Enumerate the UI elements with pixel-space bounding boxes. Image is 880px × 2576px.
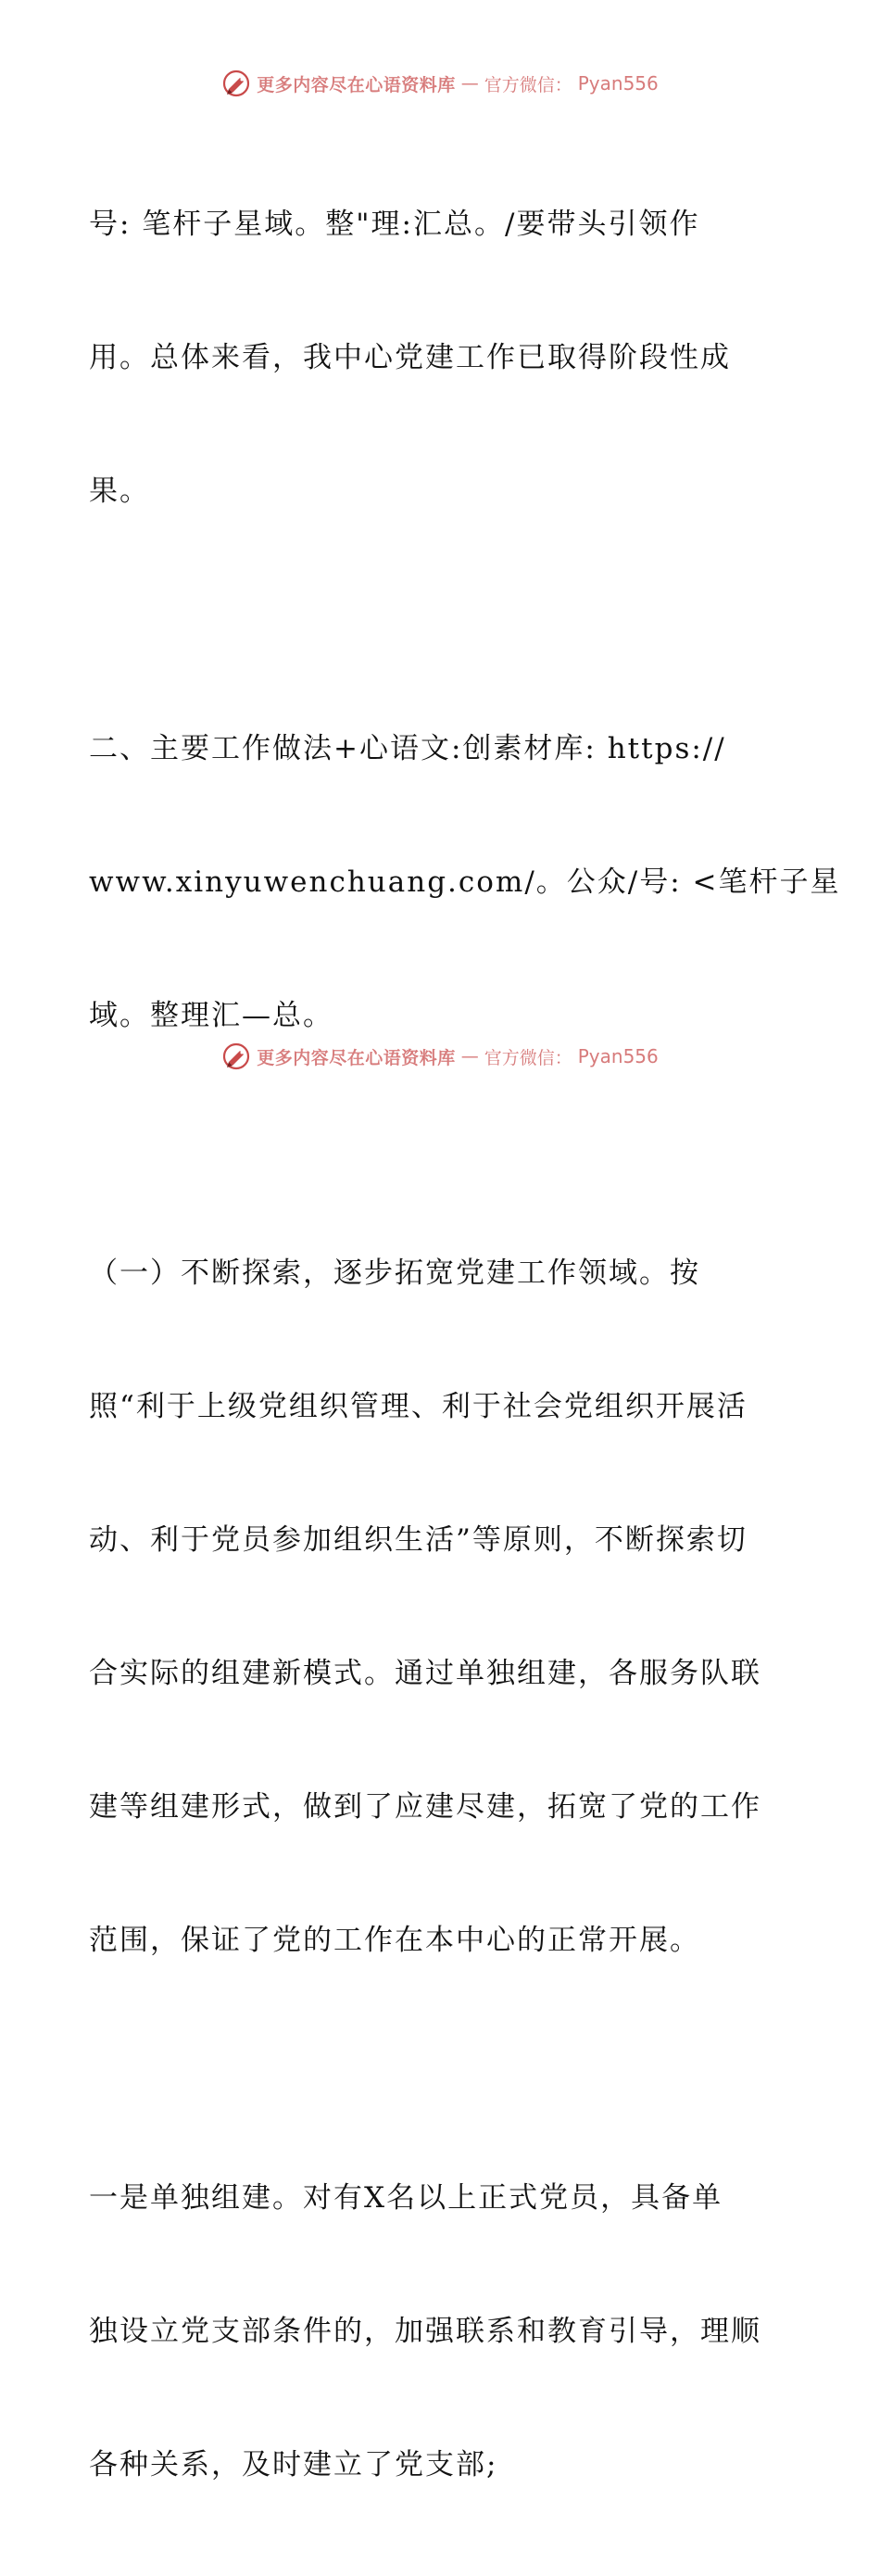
pen-logo-icon [221, 69, 251, 98]
watermark-dash: — [460, 73, 479, 94]
text-line: 建等组建形式，做到了应建尽建，拓宽了党的工作 [89, 1790, 761, 1824]
text-line: 号: 笔杆子星域。整"理:汇总。/要带头引领作 [89, 208, 700, 241]
text-line: 范围，保证了党的工作在本中心的正常开展。 [89, 1924, 700, 1957]
watermark-id: Pyan556 [577, 1045, 659, 1067]
paragraph-gap [89, 1127, 793, 1162]
paragraph-4 [89, 2087, 793, 2576]
text-line: 各种关系，及时建立了党支部; [89, 2448, 498, 2481]
footer-watermark [0, 1038, 880, 1075]
text-line: 动、利于党员参加组织生活”等原则，不断探索切 [89, 1523, 748, 1557]
text-line: www.xinyuwenchuang.com/。公众/号: <笔杆子星 [89, 865, 841, 899]
text-line: 用。总体来看，我中心党建工作已取得阶段性成 [89, 341, 731, 374]
text-line: 二、主要工作做法+心语文:创素材库: https:// [89, 732, 726, 765]
paragraph-gap [89, 602, 793, 638]
watermark-official: 官方微信： [484, 74, 572, 95]
text-line: 照“利于上级党组织管理、利于社会党组织开展活 [89, 1390, 748, 1423]
header-watermark [0, 65, 880, 102]
text-line: 域。整理汇—总。 [89, 999, 333, 1032]
text-line: 果。 [89, 474, 150, 508]
watermark-text: 更多内容尽在心语资料库 [257, 74, 456, 95]
watermark-id: Pyan556 [577, 72, 659, 95]
text-line: 一是单独组建。对有X名以上正式党员，具备单 [89, 2181, 723, 2215]
paragraph-3 [89, 1162, 793, 2052]
watermark-text: 更多内容尽在心语资料库 [257, 1047, 456, 1068]
watermark-official: 官方微信： [484, 1047, 572, 1068]
text-line: 合实际的组建新模式。通过单独组建，各服务队联 [89, 1657, 761, 1690]
watermark-dash: — [460, 1046, 479, 1067]
paragraph-1 [89, 113, 793, 602]
pen-logo-icon [221, 1042, 251, 1071]
text-line: 独设立党支部条件的，加强联系和教育引导，理顺 [89, 2315, 761, 2348]
text-line: （一）不断探索，逐步拓宽党建工作领域。按 [89, 1256, 700, 1290]
paragraph-gap [89, 2052, 793, 2087]
document-body [89, 113, 841, 2576]
